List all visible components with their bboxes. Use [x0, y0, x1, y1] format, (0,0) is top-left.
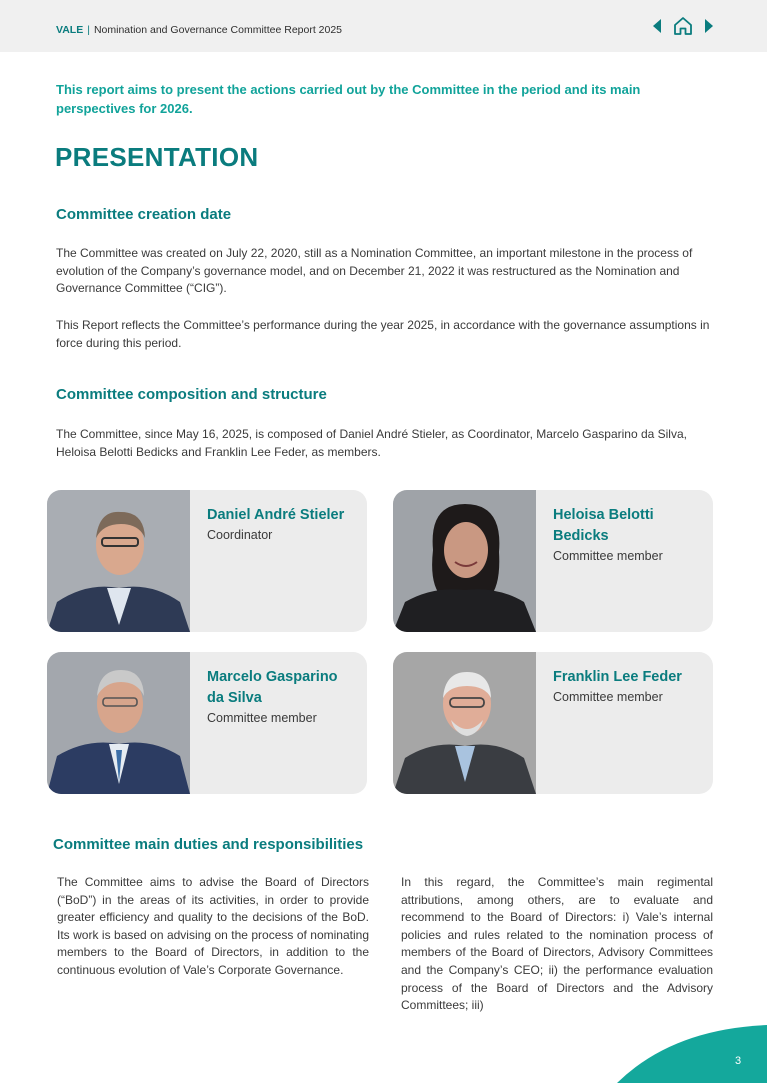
chevron-right-icon[interactable] [703, 14, 715, 38]
member-photo [393, 652, 536, 794]
member-role: Committee member [553, 690, 663, 704]
home-icon[interactable] [672, 14, 694, 38]
creation-heading: Committee creation date [56, 206, 232, 223]
page-title: PRESENTATION [55, 142, 259, 172]
duties-heading: Committee main duties and responsibilities [53, 836, 364, 853]
member-name [207, 667, 357, 727]
report-header [56, 24, 342, 36]
member-card-franklin [393, 652, 713, 794]
page-number: 3 [735, 1055, 742, 1067]
composition-paragraph: The Committee, since May 16, 2025, is composed of Daniel André Stieler, as Coordinator, Marcelo Gasparino da Silva, Heloisa Belotti Bedicks and Franklin Lee Feder, as members. [56, 427, 687, 459]
member-role: Coordinator [207, 528, 273, 542]
composition-heading: Committee composition and structure [56, 386, 327, 403]
header-bar [0, 0, 767, 52]
member-card-heloisa [393, 490, 713, 632]
header-separator: | [87, 24, 90, 36]
member-photo [47, 652, 190, 794]
member-name-text: Daniel André Stieler [207, 507, 345, 523]
member-photo [47, 490, 190, 632]
member-name [553, 667, 703, 706]
member-role: Committee member [207, 711, 317, 725]
duties-column-1: The Committee aims to advise the Board of Directors (“BoD”) in the areas of its activities, in order to provide greater efficiency and quality to the decisions of the BoD. Its work is based on advising on the process of nominating members to the Board of Directors, in addition to the continuous evolution of Vale’s Corporate Governance. [57, 875, 369, 977]
member-photo [393, 490, 536, 632]
intro-text: This report aims to present the actions carried out by the Committee in the period and its main perspectives for 2026. [56, 82, 641, 116]
chevron-left-icon[interactable] [651, 14, 663, 38]
member-name-text: Franklin Lee Feder [553, 669, 682, 685]
creation-paragraph-2: This Report reflects the Committee’s performance during the year 2025, in accordance with the governance assumptions in force during this period. [56, 318, 710, 350]
member-name-text: Marcelo Gasparino da Silva [207, 669, 338, 706]
member-card-marcelo [47, 652, 367, 794]
member-name-text: Heloisa Belotti Bedicks [553, 507, 654, 544]
footer-wave-decoration [617, 1025, 767, 1083]
creation-paragraph-1: The Committee was created on July 22, 2020, still as a Nomination Committee, an important milestone in the process of evolution of the Company’s governance model, and on December 21, 2022 it was restructured as the Nomination and Governance Committee (“CIG”). [56, 246, 693, 295]
member-role: Committee member [553, 549, 663, 563]
member-name [553, 505, 703, 565]
duties-column-2: In this regard, the Committee’s main regimental attributions, among others, are to evaluate and recommend to the Board of Directors: i) Vale’s internal policies and rules related to the nomination process of members of the Board of Directors, Advisory Committees and the Company’s CEO; ii) the performance evaluation process of the Board of Directors and the Advisory Committees; iii) [401, 875, 713, 1013]
member-name [207, 505, 357, 544]
brand-name: VALE [56, 24, 84, 36]
report-title: Nomination and Governance Committee Report 2025 [93, 24, 343, 36]
member-card-daniel [47, 490, 367, 632]
